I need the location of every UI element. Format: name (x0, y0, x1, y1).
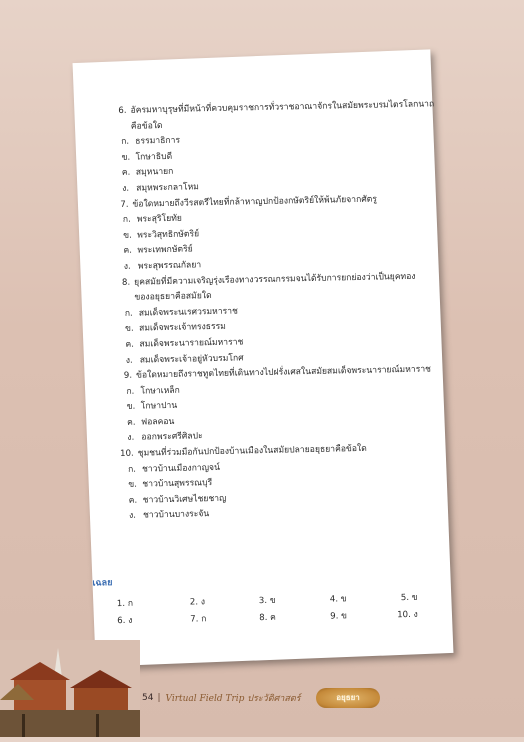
option-text: พระวิสุทธิกษัตริย์ (137, 229, 200, 241)
option-text: พระเทพกษัตริย์ (137, 244, 193, 256)
option-letter: ค. (126, 417, 136, 428)
option-letter: ง. (123, 261, 131, 272)
option-letter: ค. (128, 495, 138, 506)
option-text: สมุหพระกลาโหม (136, 182, 199, 194)
option-letter: ค. (123, 246, 133, 257)
question-text: ชุมชนที่ร่วมมือกันปกป้องบ้านเมืองในสมัยปลายอยุธยาคือข้อใด (137, 443, 367, 459)
answer-number: 9. (330, 611, 339, 622)
footer-title: Virtual Field Trip ประวัติศาสตร์ (165, 694, 301, 704)
question-text-continued: คือข้อใด (130, 120, 163, 132)
option-text: ธรรมาธิการ (135, 135, 181, 147)
option-letter: ข. (123, 230, 132, 241)
answer-value: ค (270, 612, 276, 623)
answer-number: 7. (190, 614, 199, 625)
answer-item (259, 593, 276, 607)
page-footer (142, 689, 301, 707)
option-text: ออกพระศรีศิลปะ (141, 431, 203, 444)
option-text: พระสุพรรณกัลยา (137, 260, 202, 272)
spacer (110, 291, 134, 307)
answers-heading: เฉลย (92, 578, 113, 589)
question-text: อัครมหาบุรุษที่มีหน้าที่ควบคุมราชการทั่วราชอาณาจักรในสมัยพระบรมไตรโลกนาถ (130, 99, 435, 116)
option-text: ฟอลคอน (140, 416, 175, 428)
question-number: 10. (119, 448, 134, 460)
option-text: สมุหนายก (135, 167, 174, 178)
answer-value: ก (201, 614, 207, 625)
option-letter: ค. (125, 339, 135, 350)
option-letter: ก. (127, 464, 137, 475)
answer-value: ข (340, 594, 347, 605)
answer-value: ง (413, 609, 418, 620)
option-text: ชาวบ้านเมืองกาญจน์ (141, 462, 221, 475)
option-text: พระสุริโยทัย (136, 213, 183, 225)
answer-value: ข (411, 592, 418, 603)
question-list (106, 97, 450, 525)
question-number: 6. (118, 105, 127, 116)
chapter-badge: อยุธยา (316, 688, 380, 708)
option-letter: ก. (124, 308, 133, 319)
option-letter: ง. (122, 183, 130, 194)
answer-item (259, 610, 276, 624)
answer-value: ง (128, 615, 133, 626)
answer-number: 10. (397, 609, 411, 621)
answer-number: 5. (400, 592, 410, 604)
option-text: โกษาเหล็ก (140, 385, 180, 397)
question-number: 8. (121, 277, 131, 288)
page-number: 54 (142, 693, 154, 703)
answer-value: ข (341, 611, 348, 622)
option-letter: ก. (121, 136, 130, 148)
option-letter: ง. (128, 511, 137, 522)
question-text: ข้อใดหมายถึงราชทูตไทยที่เดินทางไปฝรั่งเศสในสมัยสมเด็จพระนารายณ์มหาราช (135, 364, 432, 381)
question-text-continued: ของอยุธยาคือสมัยใด (134, 291, 212, 303)
answer-value: ก (127, 598, 134, 609)
answer-item (117, 596, 133, 610)
option-text: สมเด็จพระนเรศวรมหาราช (138, 306, 238, 319)
option-text: ชาวบ้านวิเศษไชยชาญ (142, 493, 227, 506)
temple-illustration (0, 640, 140, 737)
answer-item (117, 613, 132, 627)
footer-separator: | (157, 693, 161, 703)
option-letter: ข. (128, 479, 138, 491)
option-letter: ก. (126, 386, 135, 397)
answer-item (190, 594, 205, 608)
option-text: โกษาปาน (140, 401, 178, 412)
spacer (107, 119, 131, 135)
answer-value: ข (269, 595, 276, 606)
answer-number: 2. (189, 597, 199, 608)
answer-item (190, 611, 206, 625)
answer-number: 1. (116, 598, 126, 610)
answer-item (401, 590, 418, 604)
answer-item (397, 607, 418, 621)
option-letter: ค. (121, 168, 131, 179)
answer-value: ง (200, 597, 206, 608)
option-letter: ง. (125, 355, 133, 366)
answer-number: 4. (329, 594, 339, 605)
answer-item (330, 608, 347, 622)
question-number: 7. (120, 199, 129, 210)
answer-number: 8. (259, 612, 268, 624)
option-text: สมเด็จพระเจ้าทรงธรรม (139, 322, 226, 334)
option-text: สมเด็จพระเจ้าอยู่หัวบรมโกศ (139, 352, 244, 366)
option-letter: ข. (125, 323, 134, 335)
option-letter: ง. (127, 433, 135, 444)
option-text: ชาวบ้านสุพรรณบุรี (142, 478, 213, 490)
answer-number: 3. (258, 595, 268, 607)
question-text: ข้อใดหมายถึงวีรสตรีไทยที่กล้าหาญปกป้องกษัตริย์ให้พ้นภัยจากศัตรู (132, 194, 378, 210)
answer-number: 6. (117, 615, 126, 627)
question-text: ยุคสมัยที่มีความเจริญรุ่งเรืองทางวรรณกรรมจนได้รับการยกย่องว่าเป็นยุคทอง (134, 271, 416, 288)
option-text: ชาวบ้านบางระจัน (142, 509, 210, 521)
option-letter: ก. (122, 214, 131, 226)
option-text: สมเด็จพระนารายณ์มหาราช (139, 337, 244, 350)
option-letter: ข. (121, 152, 131, 163)
option-letter: ข. (126, 401, 136, 413)
answer-item (330, 591, 347, 605)
question-number: 9. (123, 370, 133, 381)
option-text: โกษาธิบดี (135, 151, 173, 163)
